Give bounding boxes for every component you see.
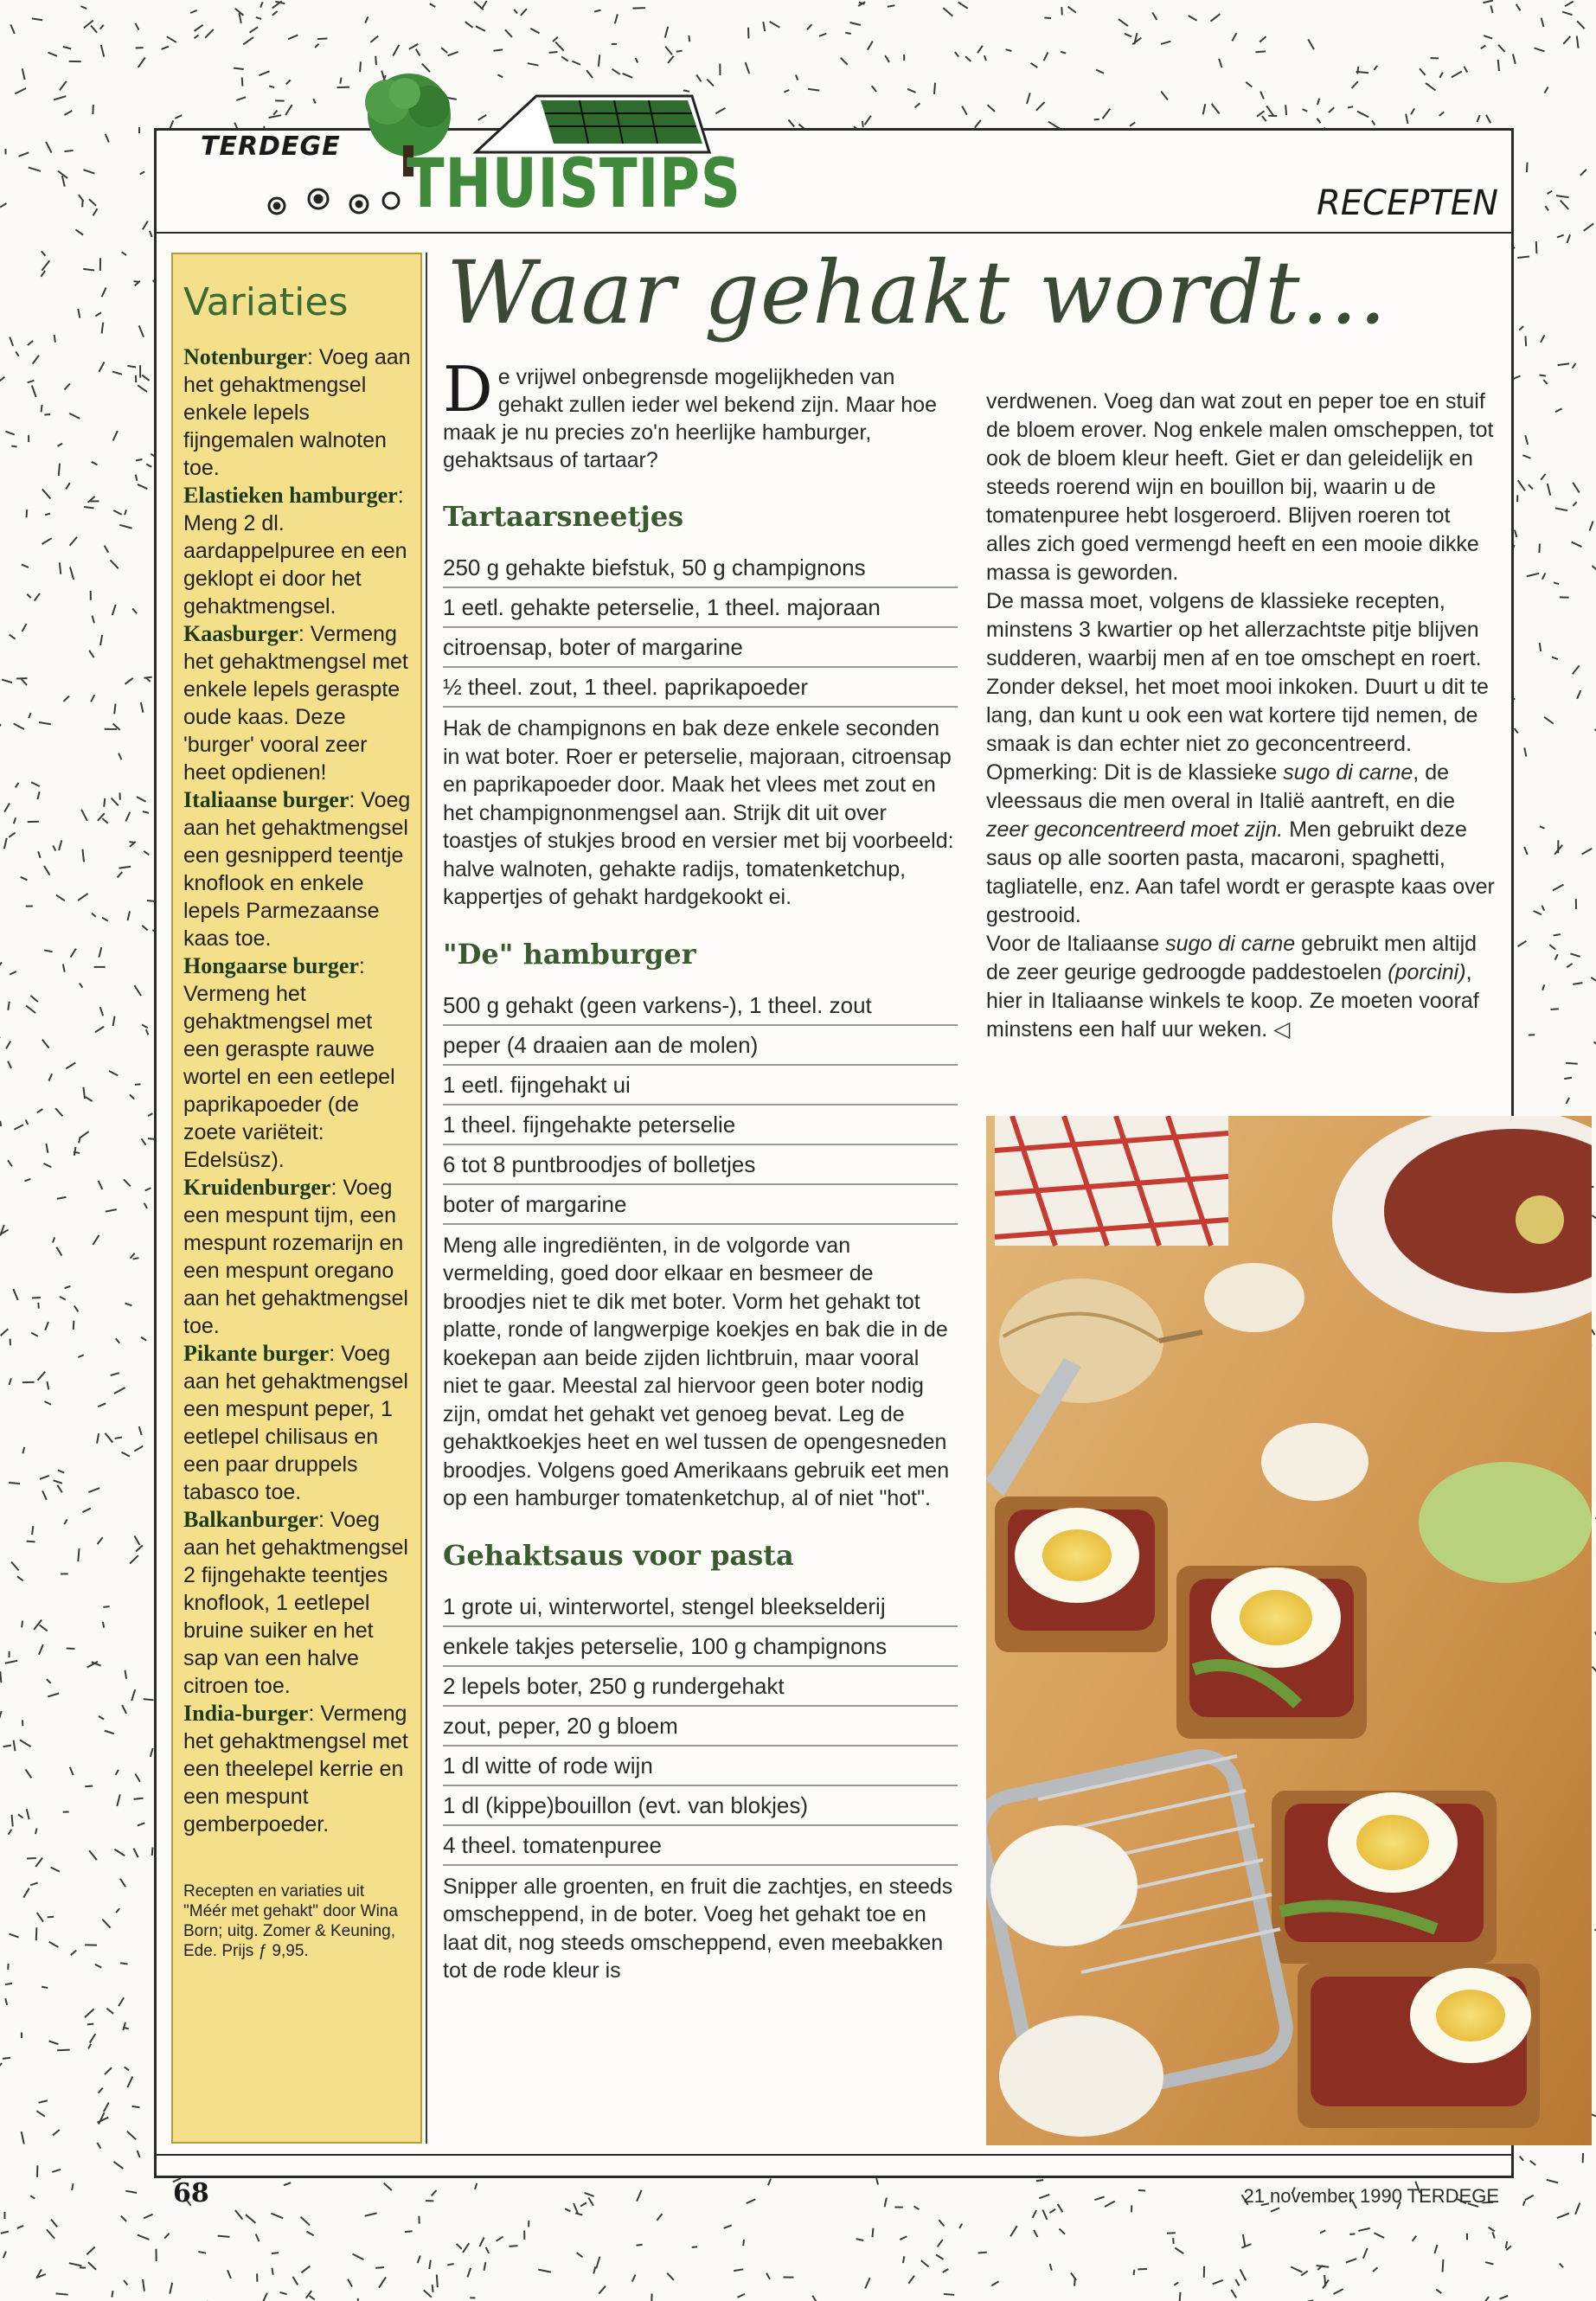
toast [995, 1497, 1168, 1652]
variation-name: Elastieken hamburger [183, 483, 398, 508]
footer-rule [154, 2154, 1514, 2156]
variation-text: : Meng 2 dl. aardappelpuree en een geklopt ei door het gehaktmengsel. [183, 484, 407, 619]
flowers-icon [260, 180, 407, 223]
header-rule [154, 232, 1514, 234]
recipe-title: Tartaarsneetjes [443, 500, 684, 533]
food-photo [986, 1116, 1592, 2145]
toast [1176, 1566, 1367, 1739]
checkered-cloth [995, 1116, 1228, 1246]
variation-name: Hongaarse burger [183, 953, 359, 978]
variation-entry [183, 620, 412, 786]
variations-list [183, 343, 412, 1838]
ingredient-line: 1 eetl. fijngehakt ui [443, 1066, 958, 1106]
brand-name: TERDEGE [201, 131, 341, 162]
variation-name: Notenburger [183, 344, 307, 369]
recipe-method: Hak de champignons en bak deze enkele seconden in wat boter. Roer er peterselie, majoraan, citroensap en paprikapoeder door. Maak het vlees met zout en het champignonmengsel aan. Strijk dit uit over toastjes of stukjes brood en versier met bij voorbeeld: halve walnoten, gehakte radijs, tomatenketchup, kappertjes of gehakt hardgekookt ei. [443, 716, 954, 909]
intro-text: e vrijwel onbegrensde mogelijkheden van gehakt zullen ieder wel bekend zijn. Maar hoe maak je nu precies zo'n heerlijke hamburger, gehaktsaus of tartaar? [443, 365, 937, 472]
ingredient-line: 6 tot 8 puntbroodjes of bolletjes [443, 1145, 958, 1185]
ingredient-list [443, 986, 958, 1225]
article-title: Waar gehakt wordt… [446, 242, 1388, 343]
ingredient-line: 500 g gehakt (geen varkens-), 1 theel. zout [443, 986, 958, 1026]
ingredient-line: peper (4 draaien aan de molen) [443, 1026, 958, 1066]
variation-entry [183, 1174, 412, 1340]
variation-text: : Voeg een mespunt tijm, een mespunt rozemarijn en een mespunt oregano aan het gehaktmengsel toe. [183, 1176, 408, 1338]
variation-name: Italiaanse burger [183, 787, 349, 812]
variation-text: : Voeg aan het gehaktmengsel 2 fijngehakte teentjes knoflook, 1 eetlepel bruine suiker en het sap van een halve citroen toe. [183, 1508, 408, 1698]
variations-sidebar [171, 253, 422, 2144]
intro-paragraph [443, 353, 958, 474]
ingredient-line: 2 lepels boter, 250 g rundergehakt [443, 1667, 958, 1707]
porcini-paragraph: Voor de Italiaanse sugo di carne gebruikt men altijd de zeer geurige gedroogde paddestoelen (porcini), hier in Italiaanse winkels te koop. Ze moeten vooraf minstens een half uur weken. ◁ [986, 932, 1479, 1042]
variation-entry [183, 1700, 412, 1838]
variation-entry [183, 343, 412, 482]
ingredient-list [443, 1587, 958, 1866]
sidebar-heading: Variaties [183, 280, 349, 324]
toast [1272, 1791, 1497, 1964]
footer-date: 21 november 1990 TERDEGE [1243, 2185, 1499, 2207]
variation-entry [183, 786, 412, 952]
ingredient-line: ½ theel. zout, 1 theel. paprikapoeder [443, 668, 958, 708]
variation-entry [183, 482, 412, 620]
remark-paragraph: Opmerking: Dit is de klassieke sugo di carne, de vleessaus die men overal in Italië aantreft, en die zeer geconcentreerd moet zijn. Men gebruikt deze saus op alle soorten pasta, macaroni, spaghetti, tagliatelle, enz. Aan tafel wordt er geraspte kaas over gestrooid. [986, 760, 1495, 927]
variation-entry [183, 1340, 412, 1506]
variation-text: : Voeg aan het gehaktmengsel een mespunt peper, 1 eetlepel chilisaus en een paar druppels tabasco toe. [183, 1342, 408, 1504]
variation-entry [183, 952, 412, 1174]
variation-text: : Voeg aan het gehaktmengsel enkele lepels fijngemalen walnoten toe. [183, 345, 411, 480]
ingredient-line: 1 eetl. gehakte peterselie, 1 theel. majoraan [443, 588, 958, 628]
continuation-paragraph: verdwenen. Voeg dan wat zout en peper toe en stuif de bloem erover. Nog enkele malen omscheppen, tot ook de bloem kleur heeft. Giet er dan geleidelijk en steeds roerend wijn en bouillon bij, waarin u de tomatenpuree hebt losgeroerd. Blijven roeren tot alles zich goed vermengd heeft en een mooie dikke massa is geworden. [986, 389, 1494, 585]
variation-name: Pikante burger [183, 1341, 330, 1366]
drop-cap: D [443, 353, 493, 426]
variation-name: Kaasburger [183, 621, 298, 646]
recipes [443, 500, 958, 1985]
ingredient-line: 1 grote ui, winterwortel, stengel bleekselderij [443, 1587, 958, 1627]
ingredient-line: enkele takjes peterselie, 100 g champignons [443, 1627, 958, 1667]
variation-text: : Vermeng het gehaktmengsel met een geraspte rauwe wortel en een eetlepel paprikapoeder (de zoete variëteit: Edelsüsz). [183, 954, 395, 1172]
source-note: Recepten en variaties uit "Méér met gehakt" door Wina Born; uitg. Zomer & Keuning, Ede. Prijs ƒ 9,95. [183, 1882, 398, 1960]
ingredient-line: boter of margarine [443, 1185, 958, 1225]
variation-name: India-burger [183, 1701, 309, 1726]
right-column [986, 388, 1497, 1044]
ingredient-line: 1 theel. fijngehakte peterselie [443, 1106, 958, 1145]
ingredient-line: zout, peper, 20 g bloem [443, 1707, 958, 1747]
ingredient-line: 250 g gehakte biefstuk, 50 g champignons [443, 548, 958, 588]
variation-name: Kruidenburger [183, 1175, 331, 1200]
ingredient-line: 1 dl witte of rode wijn [443, 1747, 958, 1786]
recipe-title: "De" hamburger [443, 937, 696, 971]
category-label: RECEPTEN [1316, 183, 1498, 223]
ingredient-list [443, 548, 958, 708]
continuation-paragraph: De massa moet, volgens de klassieke recepten, minstens 3 kwartier op het allerzachtste pitje blijven sudderen, waarbij men af en toe omschept en roert. Zonder deksel, het moet mooi inkoken. Duurt u dit te lang, dan kunt u ook een wat kortere tijd nemen, de smaak is dan echter niet zo geconcentreerd. [986, 589, 1489, 756]
recipe-method: Meng alle ingrediënten, in de volgorde van vermelding, goed door elkaar en besmeer de broodjes niet te dik met boter. Vorm het gehakt tot platte, ronde of langwerpige koekjes en bak die in de koekepan aan beide zijden lichtbruin, maar vooral niet te gaar. Meestal zal hiervoor geen boter nodig zijn, omdat het gehakt vet genoeg bevat. Leg de gehaktkoekjes heet en wel tussen de opengesneden broodjes. Volgens goed Amerikaans gebruik eet men op een hamburger tomatenketchup, al of niet "hot". [443, 1233, 950, 1510]
variation-text: : Voeg aan het gehaktmengsel een gesnipperd teentje knoflook en enkele lepels Parmezaanse kaas toe. [183, 788, 411, 951]
section-title: THUISTIPS [407, 145, 741, 223]
recipe-method: Snipper alle groenten, en fruit die zachtjes, en steeds omscheppend, in de boter. Voeg het gehakt toe en laat dit, nog steeds omscheppend, even meebakken tot de rode kleur is [443, 1874, 953, 1983]
variation-name: Balkanburger [183, 1507, 319, 1532]
variation-text: : Vermeng het gehaktmengsel met een theelepel kerrie en een mespunt gemberpoeder. [183, 1702, 408, 1836]
variation-entry [183, 1506, 412, 1700]
variation-text: : Vermeng het gehaktmengsel met enkele lepels geraspte oude kaas. Deze 'burger' vooral zeer heet opdienen! [183, 622, 408, 785]
toast [1298, 1964, 1540, 2128]
page-number: 68 [173, 2178, 209, 2208]
column-divider [426, 253, 427, 2144]
recipe-title: Gehaktsaus voor pasta [443, 1538, 794, 1572]
ingredient-line: citroensap, boter of margarine [443, 628, 958, 668]
middle-column [443, 353, 958, 1985]
ingredient-line: 4 theel. tomatenpuree [443, 1826, 958, 1866]
ingredient-line: 1 dl (kippe)bouillon (evt. van blokjes) [443, 1786, 958, 1826]
